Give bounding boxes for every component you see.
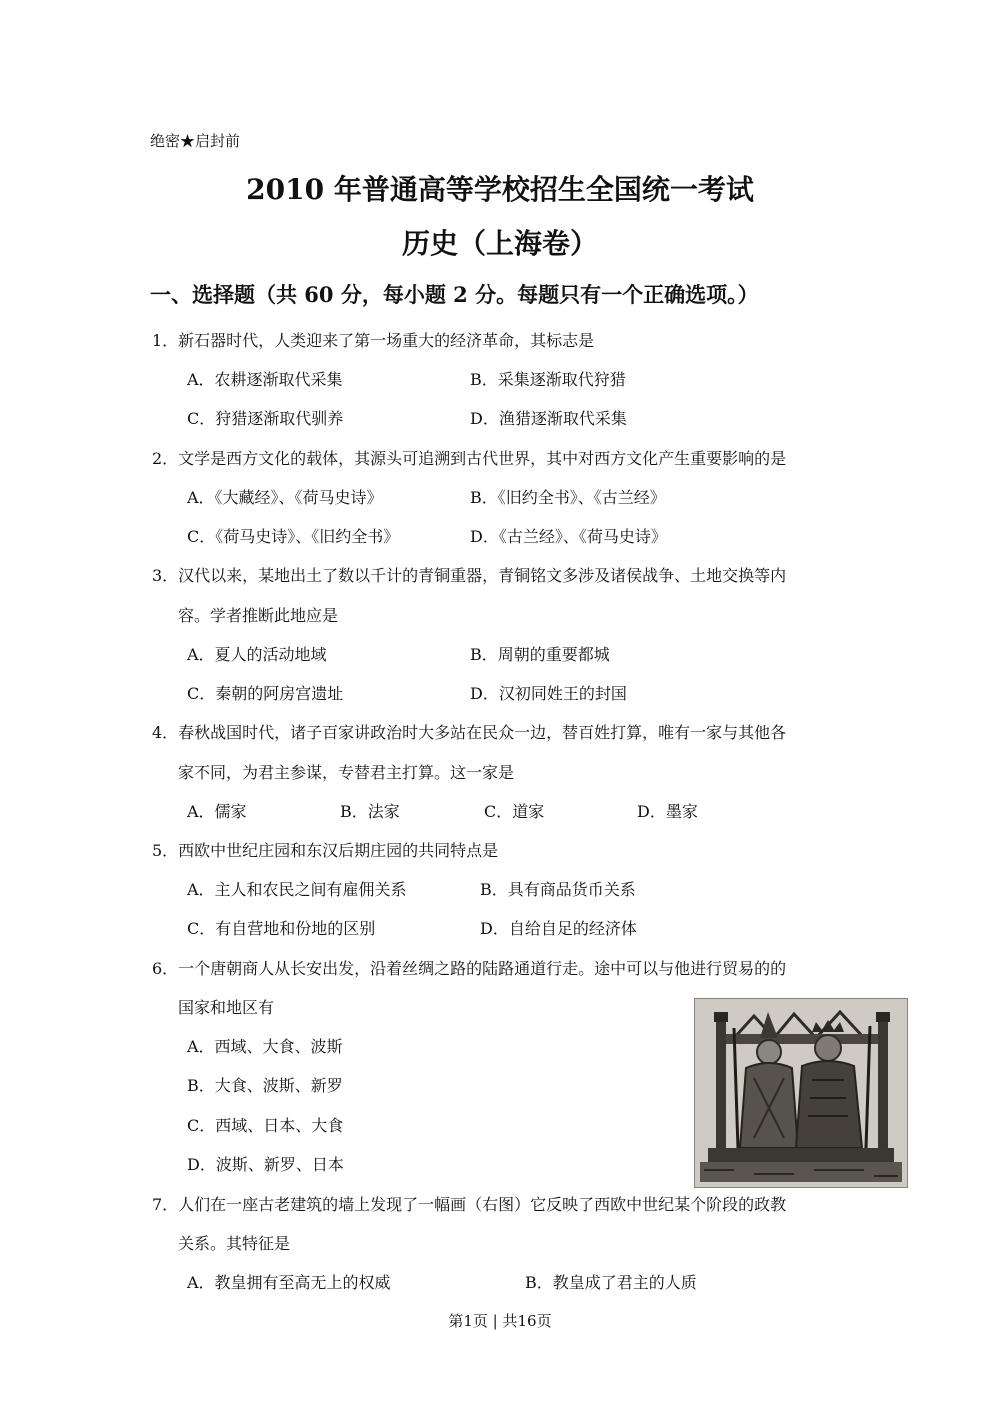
question-2-option-d: D．《古兰经》、《荷马史诗》 [470, 527, 667, 546]
question-4-stem-cont: 家不同，为君主参谋，专替君主打算。这一家是 [178, 763, 515, 782]
question-1-option-d: D．渔猎逐渐取代采集 [470, 409, 627, 428]
question-2-option-b: B．《旧约全书》、《古兰经》 [470, 488, 666, 507]
question-7-option-b: B．教皇成了君主的人质 [525, 1273, 697, 1292]
question-7-stem-cont: 关系。其特征是 [178, 1234, 291, 1253]
question-4-option-d: D．墨家 [637, 802, 698, 821]
question-3-option-c: C．秦朝的阿房宫遗址 [187, 684, 344, 703]
question-6-option-a: A．西域、大食、波斯 [187, 1037, 343, 1056]
question-1-stem: 1．新石器时代，人类迎来了第一场重大的经济革命，其标志是 [152, 331, 595, 350]
exam-title: 2010 年普通高等学校招生全国统一考试 [246, 173, 754, 206]
page-number: 第1页 | 共16页 [448, 1312, 552, 1330]
question-1-option-c: C．狩猎逐渐取代驯养 [187, 409, 344, 428]
question-7-option-a: A．教皇拥有至高无上的权威 [187, 1273, 391, 1292]
question-7-stem: 7．人们在一座古老建筑的墙上发现了一幅画（右图）它反映了西欧中世纪某个阶段的政教 [152, 1195, 787, 1214]
medieval-painting-figure [694, 998, 908, 1188]
question-6-option-b: B．大食、波斯、新罗 [187, 1076, 343, 1095]
question-4-option-a: A．儒家 [187, 802, 247, 821]
question-6-stem-cont: 国家和地区有 [178, 998, 275, 1017]
painting-illustration [694, 998, 908, 1188]
question-5-option-a: A．主人和农民之间有雇佣关系 [187, 880, 407, 899]
question-4-option-c: C．道家 [484, 802, 545, 821]
question-2-stem: 2．文学是西方文化的载体，其源头可追溯到古代世界，其中对西方文化产生重要影响的是 [152, 449, 787, 468]
section-heading: 一、选择题（共 60 分，每小题 2 分。每题只有一个正确选项。） [150, 282, 759, 307]
question-1-option-a: A．农耕逐渐取代采集 [187, 370, 343, 389]
question-4-option-b: B．法家 [340, 802, 400, 821]
question-6-option-c: C．西域、日本、大食 [187, 1116, 344, 1135]
question-3-stem-cont: 容。学者推断此地应是 [178, 606, 339, 625]
exam-subtitle: 历史（上海卷） [401, 227, 598, 260]
question-3-option-a: A．夏人的活动地域 [187, 645, 327, 664]
question-4-stem: 4．春秋战国时代，诸子百家讲政治时大多站在民众一边，替百姓打算，唯有一家与其他各 [152, 723, 787, 742]
question-2-option-c: C．《荷马史诗》、《旧约全书》 [187, 527, 400, 546]
question-5-stem: 5．西欧中世纪庄园和东汉后期庄园的共同特点是 [152, 841, 499, 860]
confidential-mark: 绝密★启封前 [150, 132, 241, 150]
question-5-option-b: B．具有商品货币关系 [480, 880, 636, 899]
question-3-option-d: D．汉初同姓王的封国 [470, 684, 627, 703]
question-3-stem: 3．汉代以来，某地出土了数以千计的青铜重器，青铜铭文多涉及诸侯战争、土地交换等内 [152, 566, 787, 585]
question-6-stem: 6．一个唐朝商人从长安出发，沿着丝绸之路的陆路通道行走。途中可以与他进行贸易的的 [152, 959, 787, 978]
question-6-option-d: D．波斯、新罗、日本 [187, 1155, 344, 1174]
question-2-option-a: A．《大藏经》、《荷马史诗》 [187, 488, 383, 507]
question-5-option-d: D．自给自足的经济体 [480, 919, 637, 938]
question-3-option-b: B．周朝的重要都城 [470, 645, 610, 664]
question-5-option-c: C．有自营地和份地的区别 [187, 919, 376, 938]
question-1-option-b: B．采集逐渐取代狩猎 [470, 370, 626, 389]
